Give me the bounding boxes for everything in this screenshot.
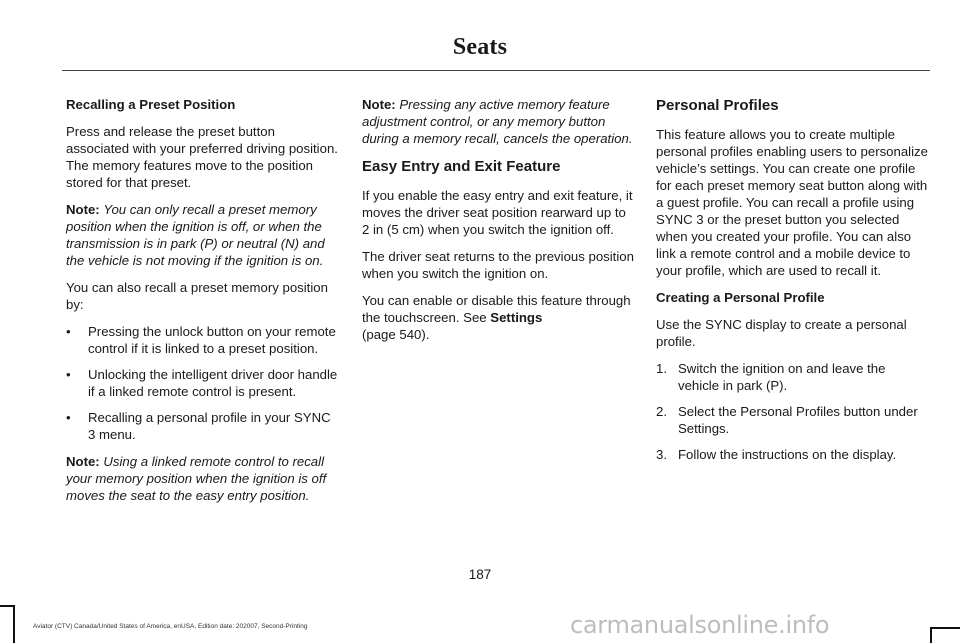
bullet-icon: •: [66, 324, 71, 339]
personal-profiles-heading: Personal Profiles: [656, 97, 779, 114]
note-label: Note:: [362, 97, 396, 112]
note-label: Note:: [66, 454, 100, 469]
settings-link[interactable]: Settings: [490, 310, 543, 325]
crop-mark: [930, 627, 932, 643]
recall-by-paragraph: You can also recall a preset memory position by:: [66, 280, 328, 312]
page-reference: (page 540).: [362, 327, 430, 342]
watermark: carmanualsonline.info: [570, 611, 830, 639]
page-title: Seats: [452, 34, 508, 60]
enable-disable-paragraph: You can enable or disable this feature through the touchscreen. See Settings (page 540).: [362, 293, 631, 342]
note-text: Pressing any active memory feature adjustment control, or any memory button during a memory recall, cancels the operation.: [362, 97, 633, 146]
list-item: 2. Select the Personal Profiles button under Settings.: [656, 404, 918, 436]
recall-methods-list: [66, 323, 338, 443]
profile-steps-list: [656, 360, 928, 463]
note-cancel: [362, 96, 634, 147]
sync-display-paragraph: Use the SYNC display to create a personal profile.: [656, 317, 907, 349]
seat-returns-paragraph: The driver seat returns to the previous position when you switch the ignition on.: [362, 249, 634, 281]
bullet-icon: •: [66, 410, 71, 425]
easy-entry-heading: Easy Entry and Exit Feature: [362, 158, 561, 175]
crop-mark: [930, 627, 960, 629]
list-item: • Unlocking the intelligent driver door handle if a linked remote control is present.: [66, 367, 338, 399]
column-left: [66, 96, 338, 514]
list-item: 1. Switch the ignition on and leave the vehicle in park (P).: [656, 361, 886, 393]
personal-profiles-paragraph: This feature allows you to create multiple personal profiles enabling users to personalize vehicle’s settings. You can create one profile for each preset memory seat button along with a guest profile. You can recall a profile using SYNC 3 or the preset button you selected when you created your profile. You can also link a remote control and a mobile device to your profile, which are used to recall it.: [656, 127, 928, 278]
header-divider: [62, 70, 930, 71]
bullet-icon: •: [66, 367, 71, 382]
column-middle: [362, 96, 634, 353]
note-remote-control: [66, 453, 338, 504]
edition-footer: Aviator (CTV) Canada/United States of America, enUSA, Edition date: 202007, Second-Printing: [33, 623, 308, 630]
easy-entry-paragraph: If you enable the easy entry and exit feature, it moves the driver seat position rearward up to 2 in (5 cm) when you switch the ignition off.: [362, 188, 633, 237]
recalling-preset-heading: Recalling a Preset Position: [66, 97, 236, 112]
page-number: 187: [468, 567, 492, 582]
note-text: Using a linked remote control to recall your memory position when the ignition is off moves the seat to the easy entry position.: [66, 454, 327, 503]
note-label: Note:: [66, 202, 100, 217]
list-item: • Pressing the unlock button on your remote control if it is linked to a preset position.: [66, 324, 336, 356]
recalling-preset-paragraph: Press and release the preset button associated with your preferred driving position. The memory features move to the position stored for that preset.: [66, 124, 338, 190]
column-right: [656, 96, 928, 472]
list-item: 3. Follow the instructions on the display.: [656, 447, 897, 462]
note-text: You can only recall a preset memory position when the ignition is off, or when the transmission is in park (P) or neutral (N) and the vehicle is not moving if the ignition is on.: [66, 202, 325, 268]
note-ignition: [66, 201, 338, 269]
crop-mark: [0, 605, 13, 607]
crop-mark: [13, 605, 15, 643]
creating-profile-heading: Creating a Personal Profile: [656, 290, 825, 305]
list-item: • Recalling a personal profile in your SYNC 3 menu.: [66, 410, 331, 442]
